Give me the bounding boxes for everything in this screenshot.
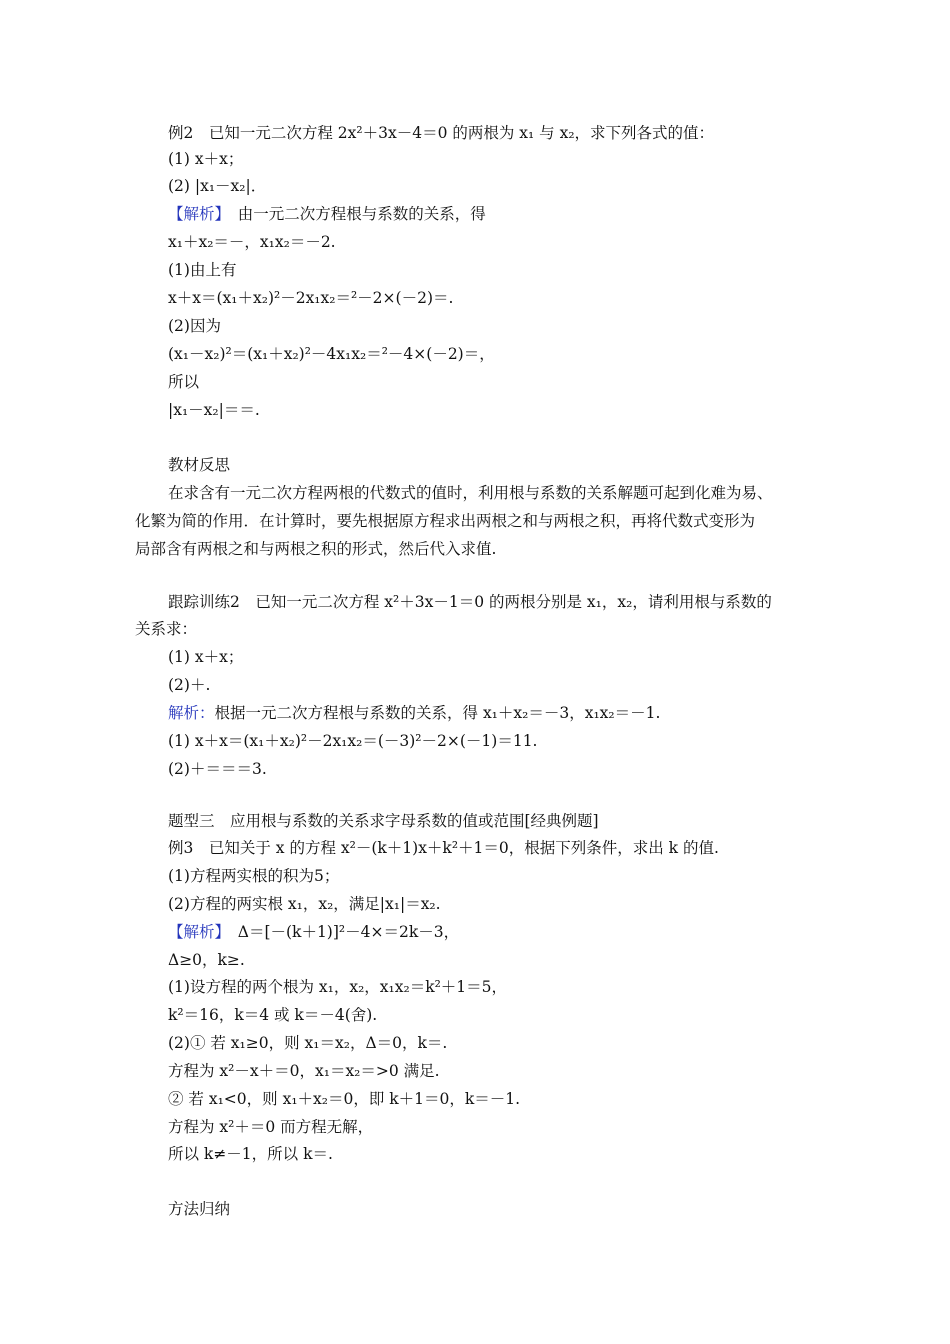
- type3-title: 题型三 应用根与系数的关系求字母系数的值或范围[经典例题]: [168, 812, 599, 830]
- reflection-title: 教材反思: [168, 456, 231, 474]
- reflection-paragraph-line-3: 局部含有两根之和与两根之积的形式，然后代入求值.: [135, 540, 497, 558]
- analysis-label: 【解析】: [168, 923, 223, 941]
- practice2-title-line-1: 跟踪训练2 已知一元二次方程 x²＋3x－1＝0 的两根分别是 x₁，x₂，请利用根与系数的: [168, 593, 772, 611]
- example2-line-4: (2)因为: [168, 317, 221, 335]
- example2-line-3: x＋x＝(x₁＋x₂)²－2x₁x₂＝²－2×(－2)＝.: [168, 289, 454, 307]
- example3-analysis: [168, 922, 818, 942]
- analysis-label: 解析：: [168, 704, 215, 722]
- example2-line-6: 所以: [168, 373, 200, 391]
- example2-analysis: [168, 204, 818, 224]
- example3-line-5: 方程为 x²－x＋＝0，x₁＝x₂＝>0 满足.: [168, 1062, 440, 1080]
- example3-line-3: k²＝16，k＝4 或 k＝－4(舍).: [168, 1006, 378, 1024]
- example3-line-4: (2)① 若 x₁≥0，则 x₁＝x₂，Δ＝0，k＝.: [168, 1034, 448, 1052]
- example2-question-2: (2) |x₁－x₂|．: [168, 177, 267, 195]
- analysis-text: 根据一元二次方程根与系数的关系，得 x₁＋x₂＝－3，x₁x₂＝－1.: [214, 704, 661, 722]
- example2-line-1: x₁＋x₂＝－，x₁x₂＝－2.: [168, 233, 336, 251]
- example3-line-2: (1)设方程的两个根为 x₁，x₂，x₁x₂＝k²＋1＝5，: [168, 978, 508, 996]
- example2-line-7: |x₁－x₂|＝＝.: [168, 401, 260, 419]
- example3-title: 例3 已知关于 x 的方程 x²－(k＋1)x＋k²＋1＝0，根据下列条件，求出 k 的值.: [168, 839, 719, 857]
- practice2-question-2: (2)＋.: [168, 676, 211, 694]
- example3-line-7: 方程为 x²＋＝0 而方程无解，: [168, 1118, 374, 1136]
- example2-line-2: (1)由上有: [168, 261, 237, 279]
- example2-question-1: (1) x＋x；: [168, 150, 244, 168]
- example3-question-1: (1)方程两实根的积为5；: [168, 867, 340, 885]
- practice2-question-1: (1) x＋x；: [168, 648, 244, 666]
- example3-line-6: ② 若 x₁<0，则 x₁＋x₂＝0，即 k＋1＝0，k＝－1.: [168, 1090, 521, 1108]
- example2-line-5: (x₁－x₂)²＝(x₁＋x₂)²－4x₁x₂＝²－4×(－2)＝，: [168, 345, 495, 363]
- example3-line-8: 所以 k≠－1，所以 k＝.: [168, 1145, 333, 1163]
- analysis-text: 由一元二次方程根与系数的关系，得: [222, 205, 486, 223]
- practice2-answer-1: (1) x＋x＝(x₁＋x₂)²－2x₁x₂＝(－3)²－2×(－1)＝11.: [168, 732, 538, 750]
- analysis-label: 【解析】: [168, 205, 223, 223]
- reflection-paragraph-line-2: 化繁为简的作用．在计算时，要先根据原方程求出两根之和与两根之积，再将代数式变形为: [135, 512, 756, 530]
- reflection-paragraph-line-1: 在求含有一元二次方程两根的代数式的值时，利用根与系数的关系解题可起到化难为易、: [168, 484, 773, 502]
- example3-question-2: (2)方程的两实根 x₁，x₂，满足|x₁|＝x₂.: [168, 895, 441, 913]
- example2-title: 例2 已知一元二次方程 2x²＋3x－4＝0 的两根为 x₁ 与 x₂，求下列各式的值：: [168, 124, 715, 142]
- practice2-analysis: [168, 703, 818, 723]
- analysis-text: Δ＝[－(k＋1)]²－4×＝2k－3，: [222, 923, 460, 941]
- method-title: 方法归纳: [168, 1200, 231, 1218]
- practice2-answer-2: (2)＋＝＝＝3.: [168, 760, 267, 778]
- example3-line-1: Δ≥0，k≥.: [168, 951, 245, 969]
- practice2-title-line-2: 关系求：: [135, 620, 198, 638]
